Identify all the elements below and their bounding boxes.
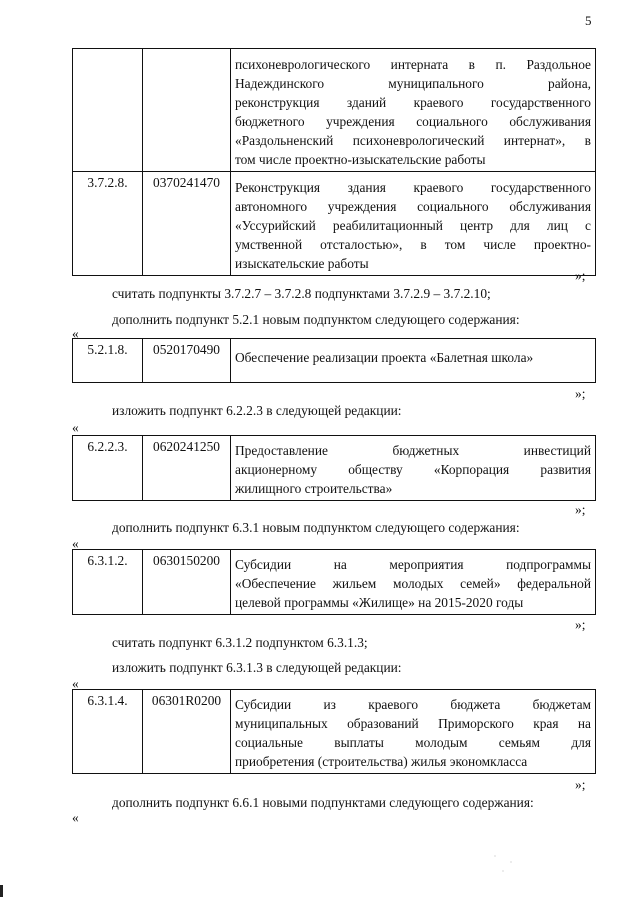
closing-quote: »; <box>575 777 586 792</box>
page-number: 5 <box>585 13 592 28</box>
scan-artifact <box>487 847 527 877</box>
budget-code: 0370241470 <box>143 172 231 276</box>
item-number: 6.3.1.2. <box>73 550 143 615</box>
paragraph: считать подпункт 6.3.1.2 подпунктом 6.3.1.3; <box>112 635 368 650</box>
description-line: бюджетного учреждения социального обслуживания <box>235 114 591 129</box>
description-line: автономного учреждения социального обслуживания <box>235 199 591 214</box>
item-description <box>231 339 596 383</box>
description-line: том числе проектно-изыскательские работы <box>235 152 486 167</box>
budget-code: 06301R0200 <box>143 690 231 774</box>
scan-edge-mark <box>0 885 3 897</box>
item-number: 6.2.2.3. <box>73 436 143 501</box>
budget-code <box>143 49 231 172</box>
opening-quote: « <box>72 536 79 551</box>
table-5-2-1-8 <box>72 338 596 383</box>
table-6-3-1-2 <box>72 549 596 615</box>
description-line: социальные выплаты молодым семьям для <box>235 735 591 750</box>
budget-code: 0630150200 <box>143 550 231 615</box>
paragraph: дополнить подпункт 5.2.1 новым подпунктом следующего содержания: <box>112 312 520 327</box>
description-line: умственной отсталостью», в том числе проектно- <box>235 237 591 252</box>
table-row <box>73 690 596 774</box>
description-line: Обеспечение реализации проекта «Балетная школа» <box>235 350 534 365</box>
table-row <box>73 172 596 276</box>
paragraph: дополнить подпункт 6.3.1 новым подпунктом следующего содержания: <box>112 520 520 535</box>
item-number: 3.7.2.8. <box>73 172 143 276</box>
description-line: «Обеспечение жильем молодых семей» федеральной <box>235 576 591 591</box>
budget-code: 0620241250 <box>143 436 231 501</box>
description-line: Субсидии на мероприятия подпрограммы <box>235 557 591 572</box>
table-row <box>73 436 596 501</box>
opening-quote: « <box>72 810 79 825</box>
table-row <box>73 550 596 615</box>
paragraph: изложить подпункт 6.2.2.3 в следующей редакции: <box>112 403 402 418</box>
item-number: 5.2.1.8. <box>73 339 143 383</box>
table-row <box>73 339 596 383</box>
opening-quote: « <box>72 326 79 341</box>
opening-quote: « <box>72 676 79 691</box>
description-line: муниципальных образований Приморского края на <box>235 716 591 731</box>
description-line: целевой программы «Жилище» на 2015-2020 годы <box>235 595 524 610</box>
opening-quote: « <box>72 420 79 435</box>
description-line: жилищного строительства» <box>235 481 393 496</box>
table-6-2-2-3 <box>72 435 596 501</box>
item-description <box>231 690 596 774</box>
description-line: акционерному обществу «Корпорация развития <box>235 462 591 477</box>
item-description <box>231 550 596 615</box>
item-number: 6.3.1.4. <box>73 690 143 774</box>
description-line: Предоставление бюджетных инвестиций <box>235 443 591 458</box>
description-line: Субсидии из краевого бюджета бюджетам <box>235 697 591 712</box>
closing-quote: »; <box>575 268 586 283</box>
item-description <box>231 172 596 276</box>
closing-quote: »; <box>575 617 586 632</box>
item-number <box>73 49 143 172</box>
paragraph: изложить подпункт 6.3.1.3 в следующей редакции: <box>112 660 402 675</box>
table-6-3-1-4 <box>72 689 596 774</box>
description-line: реконструкция зданий краевого государственного <box>235 95 591 110</box>
description-line: Надеждинского муниципального района, <box>235 76 591 91</box>
description-line: «Уссурийский реабилитационный центр для лиц с <box>235 218 591 233</box>
table-continuation <box>72 48 596 276</box>
item-description <box>231 436 596 501</box>
description-line: Реконструкция здания краевого государственного <box>235 180 591 195</box>
paragraph: считать подпункты 3.7.2.7 – 3.7.2.8 подпунктами 3.7.2.9 – 3.7.2.10; <box>112 286 491 301</box>
description-line: психоневрологического интерната в п. Раздольное <box>235 57 591 72</box>
closing-quote: »; <box>575 386 586 401</box>
description-line: приобретения (строительства) жилья экономкласса <box>235 754 528 769</box>
item-description <box>231 49 596 172</box>
description-line: изыскательские работы <box>235 256 369 271</box>
closing-quote: »; <box>575 502 586 517</box>
paragraph: дополнить подпункт 6.6.1 новыми подпунктами следующего содержания: <box>112 795 534 810</box>
budget-code: 0520170490 <box>143 339 231 383</box>
table-row <box>73 49 596 172</box>
description-line: «Раздольненский психоневрологический интернат», в <box>235 133 591 148</box>
